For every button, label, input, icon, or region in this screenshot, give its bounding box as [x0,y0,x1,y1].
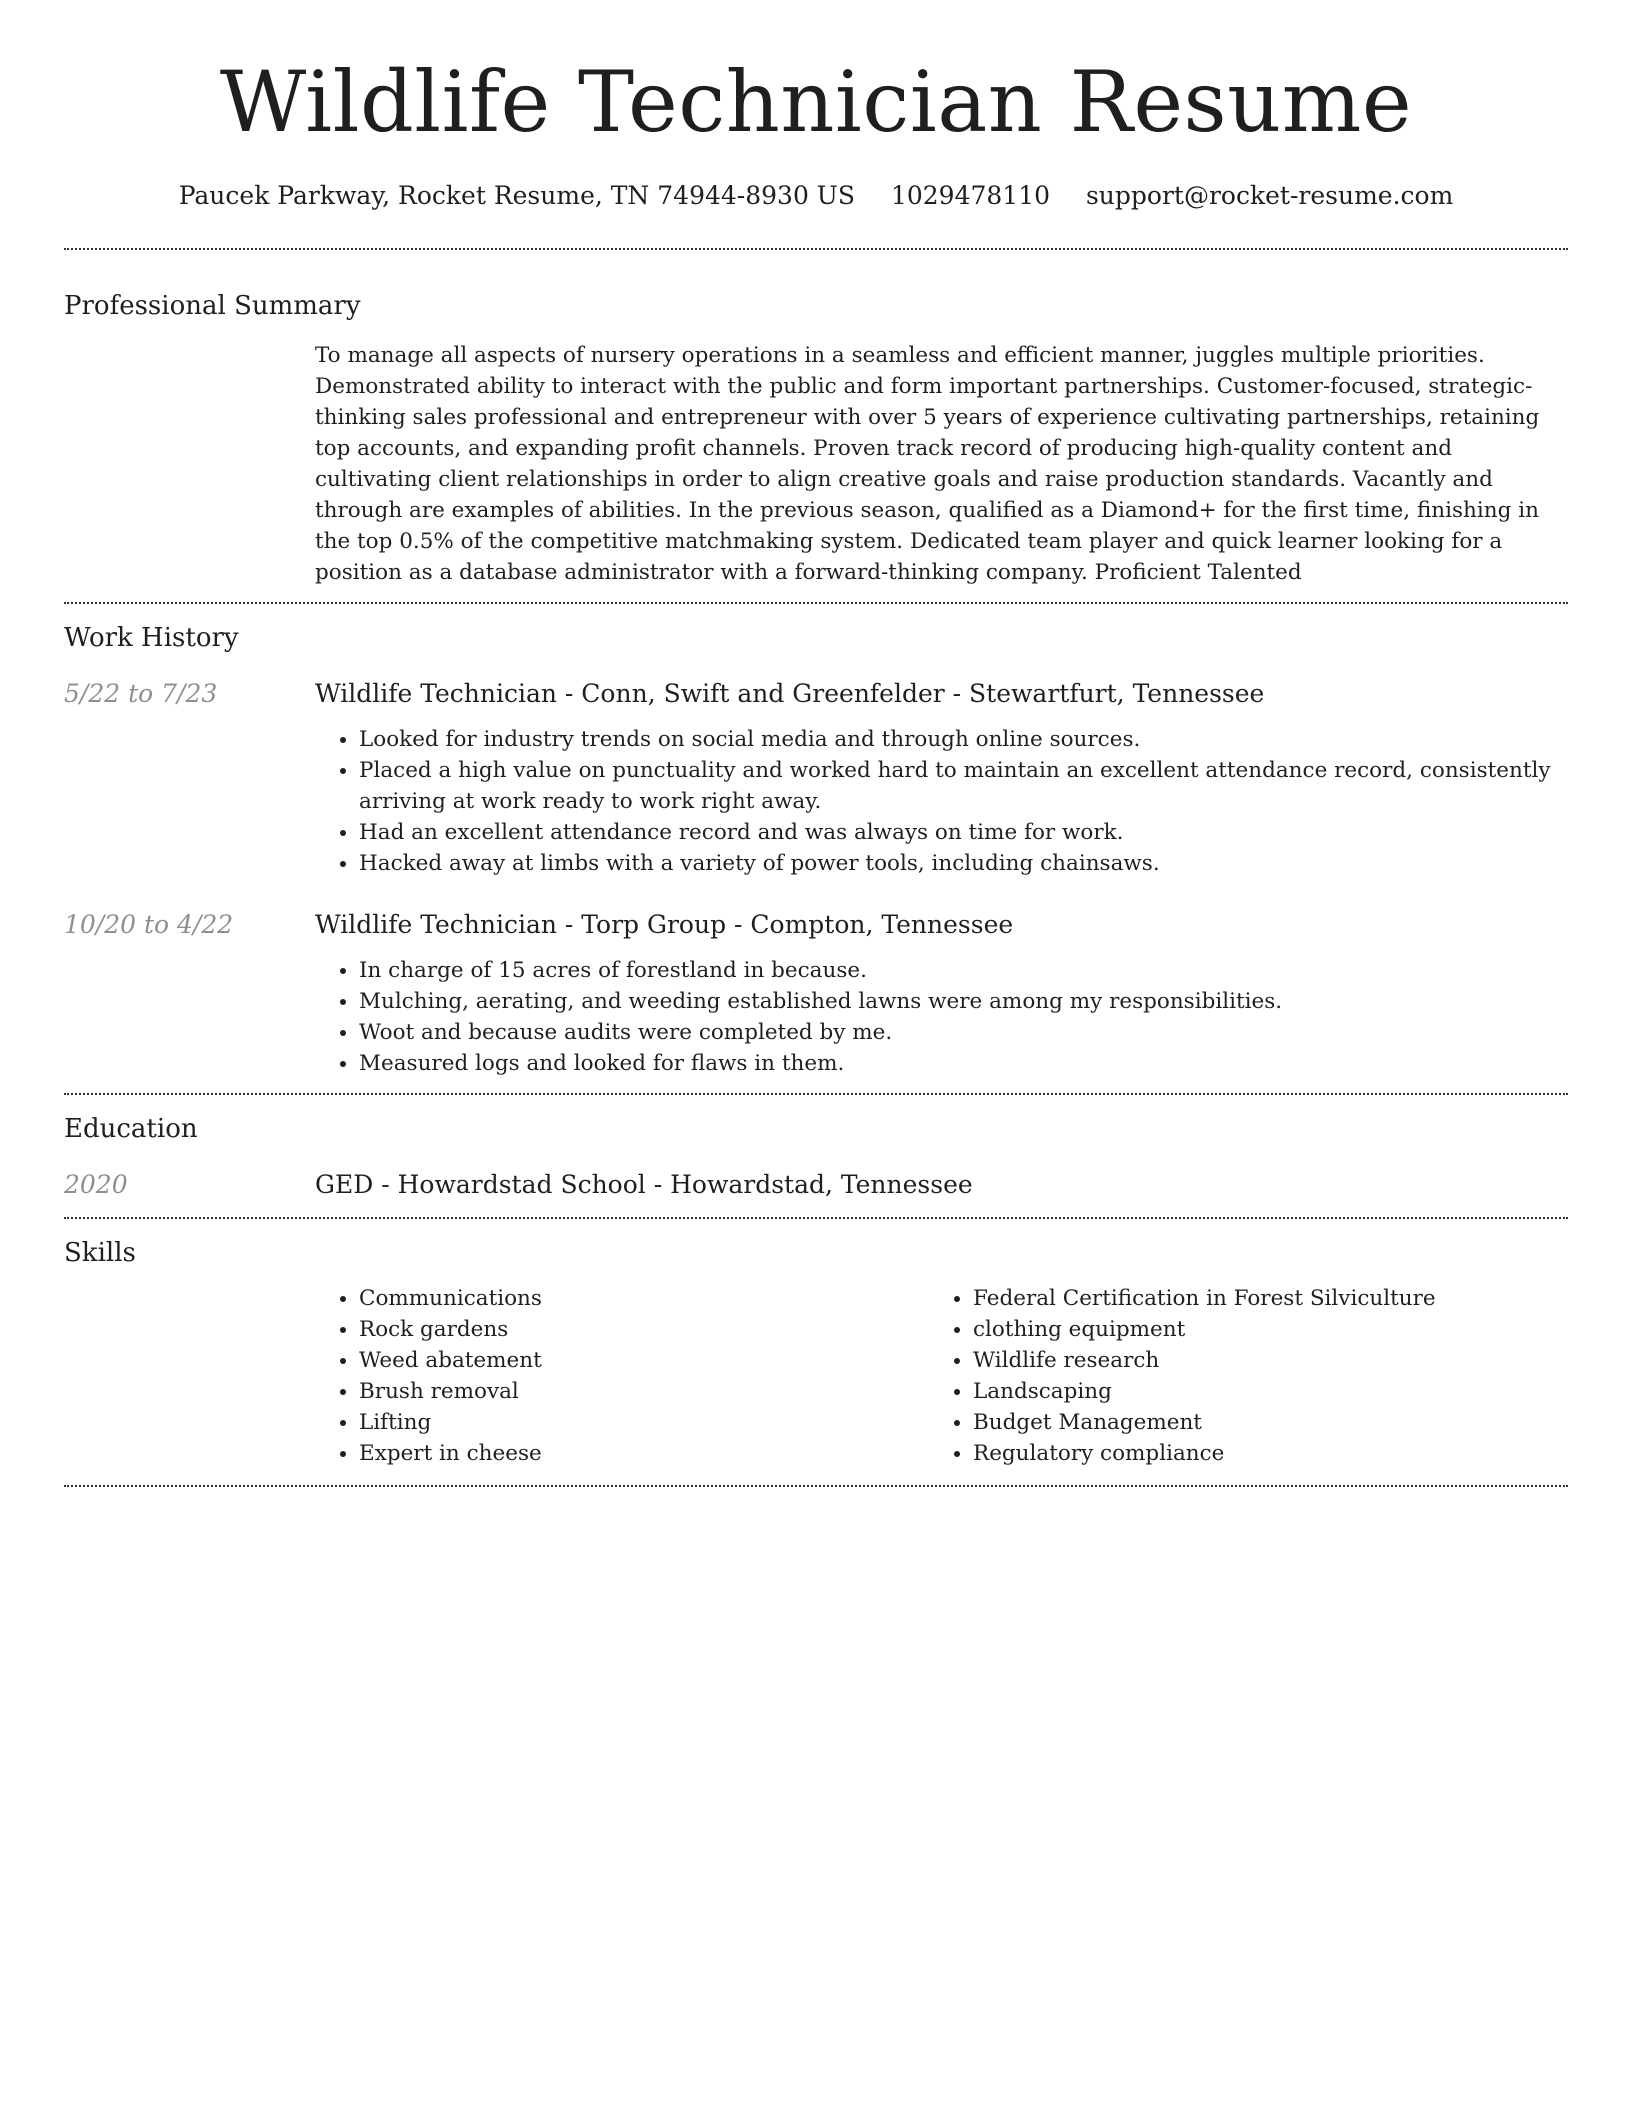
skill-item: • clothing equipment [973,1314,1533,1345]
job-title: Wildlife Technician - Torp Group - Compton, Tennessee [315,910,1014,939]
job-bullets [315,724,1568,879]
skill-item: • Brush removal [359,1376,929,1407]
skills-list-left [315,1283,929,1469]
education-title: GED - Howardstad School - Howardstad, Tennessee [315,1170,973,1199]
job-entry [64,678,1568,879]
summary-text: To manage all aspects of nursery operations in a seamless and efficient manner, juggles multiple priorities. Demonstrated ability to interact with the public and form important partnerships. Customer-focused, strategic-thinking sales professional and entrepreneur with over 5 years of experience cultivating partnerships, retaining top accounts, and expanding profit channels. Proven track record of producing high-quality content and cultivating client relationships in order to align creative goals and raise production standards. Vacantly and through are examples of abilities. In the previous season, qualified as a Diamond+ for the first time, finishing in the top 0.5% of the competitive matchmaking system. Dedicated team player and quick learner looking for a position as a database administrator with a forward-thinking company. Proficient Talented [315,343,1540,585]
job-body [315,678,1568,879]
job-bullet: • Measured logs and looked for flaws in them. [359,1048,1568,1079]
skill-item: • Regulatory compliance [973,1438,1533,1469]
job-bullet: • Had an excellent attendance record and was always on time for work. [359,817,1568,848]
section-heading-education: Education [64,1114,198,1144]
skill-item: • Wildlife research [973,1345,1533,1376]
skill-item: • Communications [359,1283,929,1314]
contact-line [64,178,1568,214]
section-heading-work: Work History [64,623,239,653]
skill-item: • Expert in cheese [359,1438,929,1469]
skill-item: • Weed abatement [359,1345,929,1376]
skills-list-right [929,1283,1533,1469]
job-bullets [315,955,1568,1079]
contact-address: Paucek Parkway, Rocket Resume, TN 74944-8930 US [178,181,855,210]
job-dates: 5/22 to 7/23 [64,679,218,708]
education-year: 2020 [64,1170,128,1199]
skill-item: • Federal Certification in Forest Silviculture [973,1283,1533,1314]
work-history-section [64,604,1568,1093]
job-dates: 10/20 to 4/22 [64,910,234,939]
education-section [64,1095,1568,1217]
section-divider [64,1485,1568,1487]
job-title: Wildlife Technician - Conn, Swift and Greenfelder - Stewartfurt, Tennessee [315,679,1265,708]
job-entry [64,909,1568,1079]
skill-item: • Landscaping [973,1376,1533,1407]
skills-columns [315,1283,1568,1485]
skill-item: • Rock gardens [359,1314,929,1345]
section-heading-skills: Skills [64,1238,136,1268]
job-bullet: • Placed a high value on punctuality and worked hard to maintain an excellent attendance record, consistently arriving at work ready to work right away. [359,755,1568,817]
job-bullet: • Hacked away at limbs with a variety of power tools, including chainsaws. [359,848,1568,879]
job-body [315,909,1568,1079]
job-bullet: • Mulching, aerating, and weeding established lawns were among my responsibilities. [359,986,1568,1017]
job-bullet: • Woot and because audits were completed by me. [359,1017,1568,1048]
contact-phone: 1029478110 [890,181,1051,210]
education-body [315,1169,1568,1201]
contact-email: support@rocket-resume.com [1085,181,1454,210]
professional-summary-section [64,250,1568,602]
job-bullet: • In charge of 15 acres of forestland in because. [359,955,1568,986]
skills-section [64,1219,1568,1485]
section-heading-summary: Professional Summary [64,291,361,321]
education-entry [64,1169,1568,1201]
skill-item: • Lifting [359,1407,929,1438]
job-bullet: • Looked for industry trends on social media and through online sources. [359,724,1568,755]
skill-item: • Budget Management [973,1407,1533,1438]
resume-title: Wildlife Technician Resume [219,53,1413,151]
